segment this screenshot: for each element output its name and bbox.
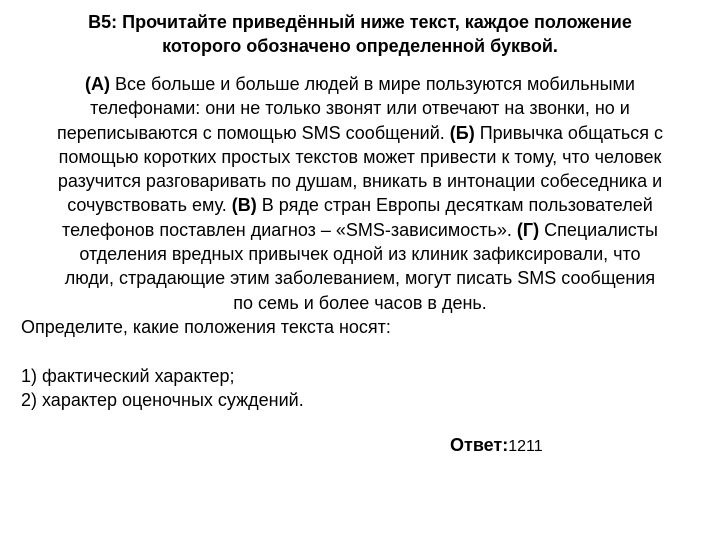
passage-line-6 (0, 193, 720, 217)
passage-line-5: разучится разговаривать по душам, вникать в интонации собеседника и (57, 171, 663, 192)
answer (450, 433, 543, 459)
passage-text (0, 72, 720, 315)
passage-line-7-end: Специалисты (539, 219, 658, 240)
passage-line-1-text: Все больше и больше людей в мире пользуются мобильными (110, 74, 635, 94)
marker-b: (Б) (449, 122, 475, 143)
heading-line-1: В5: Прочитайте приведённый ниже текст, каждое положение (88, 12, 632, 32)
answer-value: 1211 (508, 438, 543, 455)
passage-line-7-start: телефонов поставлен диагноз – «SMS-зависимость». (62, 219, 517, 240)
heading-line-2: которого обозначено определенной буквой. (162, 36, 558, 57)
passage-line-6-start: сочувствовать ему. (67, 195, 232, 216)
passage-line-3 (0, 121, 720, 145)
marker-g: (Г) (516, 219, 540, 240)
passage-line-3-start: переписываются с помощью SMS сообщений. (56, 122, 450, 143)
passage-line-10: по семь и более часов в день. (233, 292, 487, 313)
passage-line-9: люди, страдающие этим заболеванием, могут писать SMS сообщения (64, 268, 656, 289)
option-2: 2) характер оценочных суждений. (21, 390, 304, 410)
marker-a: (А) (85, 74, 111, 94)
passage-line-7 (0, 218, 720, 242)
passage-line-3-end: Привычка общаться с (474, 122, 664, 143)
option-1: 1) фактический характер; (21, 366, 235, 386)
passage-line-8: отделения вредных привычек одной из клиник зафиксировали, что (79, 244, 641, 265)
passage-line-2: телефонами: они не только звонят или отвечают на звонки, но и (90, 98, 630, 119)
passage-line-1 (0, 72, 720, 96)
marker-v: (В) (231, 195, 257, 216)
passage-line-6-end: В ряде стран Европы десяткам пользователей (256, 195, 653, 216)
passage-line-4: помощью коротких простых текстов может привести к тому, что человек (58, 146, 662, 167)
answer-label: Ответ: (450, 435, 509, 455)
task-heading (0, 10, 720, 59)
question-text: Определите, какие положения текста носят: (21, 317, 391, 337)
